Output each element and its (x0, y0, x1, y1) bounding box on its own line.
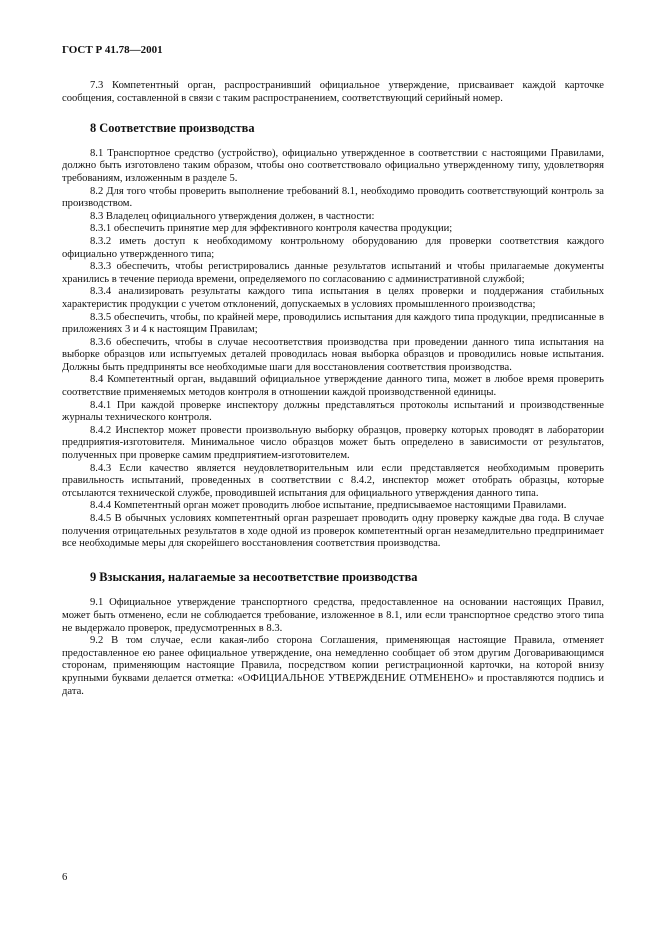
paragraph-8-3-2: 8.3.2 иметь доступ к необходимому контрольному оборудованию для проверки соответствия каждого официально утвержденного типа; (62, 235, 604, 260)
paragraph-8-4-4: 8.4.4 Компетентный орган может проводить любое испытание, предписываемое настоящими Правилами. (90, 500, 567, 512)
document-code: ГОСТ Р 41.78—2001 (62, 44, 163, 56)
paragraph-8-3-4: 8.3.4 анализировать результаты каждого типа испытания в целях проверки и поддержания стабильных характеристик продукции с учетом отклонений, допускаемых в условиях промышленного производства; (62, 286, 604, 310)
paragraph-8-3-6: 8.3.6 обеспечить, чтобы в случае несоответствия производства при проведении данного типа испытания на выборке образцов или испытуемых деталей проводилась новая выборка образцов и проводились новые испытания. Должны быть предприняты все необходимые шаги для восстановления соответствия производства. (62, 336, 604, 373)
paragraph-8-4-3: 8.4.3 Если качество является неудовлетворительным или если представляется необходимым проверить правильность испытаний, проведенных в соответствии с 8.4.2, инспектор может отобрать образцы, которые отсылаются технической службе, проводившей испытания для официального утверждения данного типа. (62, 462, 604, 499)
paragraph-8-4-1: 8.4.1 При каждой проверке инспектору должны представляться протоколы испытаний и производственные журналы технического контроля. (62, 399, 604, 424)
paragraph-8-4: 8.4 Компетентный орган, выдавший официальное утверждение данного типа, может в любое время проверить соответствие применяемых методов контроля в отношении каждой производственной единицы. (62, 374, 604, 399)
paragraph-8-4-5: 8.4.5 В обычных условиях компетентный орган разрешает проводить одну проверку каждые два года. В случае получения отрицательных результатов в ходе одной из проверок компетентный орган незамедлительно предпринимает все необходимые меры для скорейшего восстановления соответствия производства. (62, 513, 604, 550)
paragraph-8-4-2: 8.4.2 Инспектор может провести произвольную выборку образцов, проверку которых проводят в лаборатории предприятия-изготовителя. Минимальное число образцов может быть определено в зависимости от результатов, полученных при проверке самим предприятием-изготовителем. (62, 424, 604, 462)
paragraph-8-3-1: 8.3.1 обеспечить принятие мер для эффективного контроля качества продукции; (90, 223, 453, 235)
section-9-title: 9 Взыскания, налагаемые за несоответствие производства (90, 569, 418, 584)
paragraph-8-1: 8.1 Транспортное средство (устройство), официально утвержденное в соответствии с настоящими Правилами, должно быть изготовлено таким образом, чтобы оно соответствовало официально утвержденному типу, удовлетворяя требованиям, изложенным в разделе 5. (62, 147, 604, 184)
paragraph-8-3: 8.3 Владелец официального утверждения должен, в частности: (90, 210, 375, 222)
paragraph-7-3: 7.3 Компетентный орган, распространивший официальное утверждение, присваивает каждой карточке сообщения, составленной в связи с таким распространением, соответствующий серийный номер. (62, 80, 604, 104)
paragraph-9-1: 9.1 Официальное утверждение транспортного средства, предоставленное на основании настоящих Правил, может быть отменено, если не соблюдается требование, изложенное в 8.1, или если транспортное средство этого типа не выдержало проверок, предусмотренных в 8.3. (62, 597, 604, 634)
paragraph-8-3-3: 8.3.3 обеспечить, чтобы регистрировались данные результатов испытаний и чтобы прилагаемые документы хранились в течение периода времени, определяемого по согласованию с административной службой; (62, 261, 604, 285)
section-8-title: 8 Соответствие производства (90, 121, 255, 136)
paragraph-9-2: 9.2 В том случае, если какая-либо сторона Соглашения, применяющая настоящие Правила, отменяет предоставленное ею ранее официальное утверждение, она немедленно сообщает об этом другим Договаривающимся сторонам, применяющим настоящие Правила, посредством копии регистрационной карточки, на которой внизу крупными буквами делается отметка: «ОФИЦИАЛЬНОЕ УТВЕРЖДЕНИЕ ОТМЕНЕНО» и проставляются подпись и дата. (62, 635, 604, 697)
page-body (62, 80, 604, 698)
paragraph-8-2: 8.2 Для того чтобы проверить выполнение требований 8.1, необходимо проводить соответствующий контроль за производством. (62, 185, 604, 210)
paragraph-8-3-5: 8.3.5 обеспечить, чтобы, по крайней мере, проводились испытания для каждого типа продукции, предписанные в приложениях 3 и 4 к настоящим Правилам; (62, 311, 604, 336)
page-number: 6 (62, 872, 68, 883)
